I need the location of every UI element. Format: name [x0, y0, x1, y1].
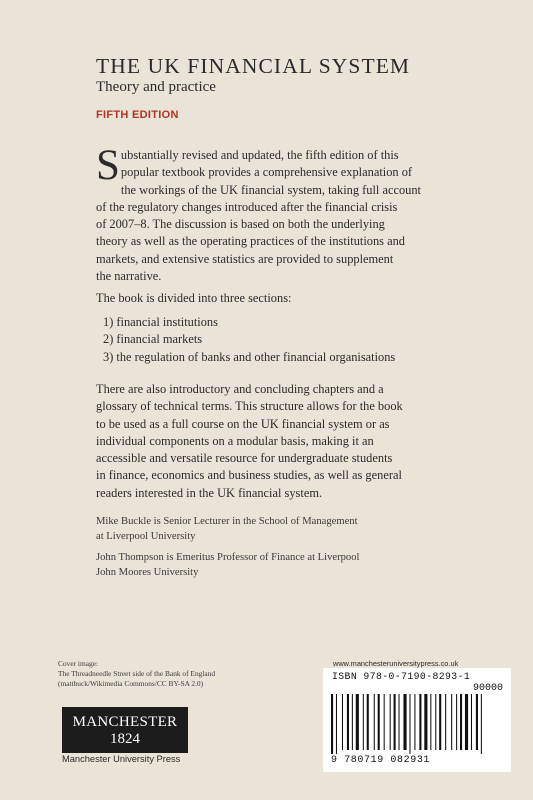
barcode-bar	[363, 694, 364, 750]
barcode-bar	[342, 694, 343, 750]
barcode-bar	[456, 694, 457, 750]
section-item: 1) financial institutions	[103, 315, 218, 329]
barcode-bar	[435, 694, 436, 750]
cover-image-credit	[58, 659, 215, 689]
drop-cap: S	[96, 142, 120, 189]
barcode-bar	[465, 694, 468, 750]
outro-line: to be used as a full course on the UK financial system or as	[96, 416, 390, 431]
intro-line: of the regulatory changes introduced after the financial crisis	[96, 199, 398, 214]
section-item: 3) the regulation of banks and other financial organisations	[103, 349, 396, 364]
barcode-bar	[378, 694, 380, 750]
barcode-bar	[460, 694, 462, 750]
barcode-bar	[419, 694, 421, 750]
barcode-bar	[356, 694, 359, 750]
cover-credit-line: (mattbuck/Wikimedia Commons/CC BY-SA 2.0)	[58, 679, 204, 688]
author-bio-line: John Thompson is Emeritus Professor of Finance at Liverpool	[96, 552, 360, 563]
intro-line: ubstantially revised and updated, the fifth edition of this	[120, 148, 399, 162]
cover-credit-line: The Threadneedle Street side of the Bank of England	[58, 669, 216, 678]
sections-list	[103, 314, 395, 366]
barcode-bar	[439, 694, 441, 750]
barcode-bar	[424, 694, 427, 750]
book-subtitle: Theory and practice	[96, 79, 216, 95]
outro-line: accessible and versatile resource for undergraduate students	[96, 451, 393, 466]
isbn-number: ISBN 978-0-7190-8293-1	[332, 671, 471, 682]
author-bio	[96, 515, 359, 544]
barcode-bar	[331, 694, 333, 754]
author-bios	[96, 515, 359, 587]
barcode-bar	[384, 694, 385, 750]
intro-line: of 2007–8. The discussion is based on both the underlying	[96, 217, 385, 232]
barcode-bar	[347, 694, 349, 750]
barcode-bar	[471, 694, 472, 750]
publisher-url: www.manchesteruniversitypress.co.uk	[333, 659, 459, 668]
logo-year: 1824	[110, 731, 140, 747]
outro-line: There are also introductory and concluding chapters and a	[96, 382, 384, 396]
outro-line: glossary of technical terms. This structure allows for the book	[96, 399, 403, 414]
sections-intro: The book is divided into three sections:	[96, 291, 292, 305]
outro-line: individual components on a modular basis, making it an	[96, 433, 374, 448]
intro-line: markets, and extensive statistics are provided to supplement	[96, 251, 394, 266]
isbn-barcode-panel	[323, 668, 511, 772]
intro-paragraph	[96, 142, 496, 285]
section-item: 2) financial markets	[103, 332, 203, 347]
outro-line: readers interested in the UK financial system.	[96, 485, 323, 500]
barcode-bar	[414, 694, 415, 750]
intro-line: theory as well as the operating practices of the institutions and	[96, 234, 405, 249]
barcode-bar	[430, 694, 431, 750]
barcode-bar	[352, 694, 353, 750]
barcode-bar	[390, 694, 391, 750]
logo-name: MANCHESTER	[72, 714, 178, 730]
intro-line: the workings of the UK financial system, taking full account	[120, 182, 421, 197]
author-bio	[96, 551, 359, 580]
intro-line: the narrative.	[96, 269, 162, 284]
barcode-digits: 9 780719 082931	[331, 755, 431, 766]
barcode-bar	[399, 694, 400, 750]
barcode-bar	[481, 694, 482, 754]
barcode-bar	[374, 694, 375, 750]
barcode-bar	[476, 694, 478, 750]
cover-credit-line: Cover image:	[58, 659, 99, 668]
barcode-bar	[367, 694, 369, 750]
publisher-name: Manchester University Press	[62, 754, 181, 764]
author-bio-line: Mike Buckle is Senior Lecturer in the School of Management	[96, 516, 358, 527]
edition-label: FIFTH EDITION	[96, 109, 179, 121]
book-title: THE UK FINANCIAL SYSTEM	[96, 54, 411, 78]
barcode-bar	[336, 694, 337, 754]
publisher-logo	[62, 707, 188, 753]
price-code: 90000	[472, 683, 503, 694]
barcode-bar	[409, 694, 410, 754]
author-bio-line: at Liverpool University	[96, 530, 196, 542]
barcode-bar	[451, 694, 452, 750]
barcode-bars	[329, 694, 505, 754]
outro-paragraph	[96, 381, 496, 502]
barcode-bar	[445, 694, 446, 750]
barcode-bar	[403, 694, 406, 750]
outro-line: in finance, economics and business studies, as well as general	[96, 468, 402, 483]
author-bio-line: John Moores University	[96, 566, 199, 578]
barcode-bar	[394, 694, 396, 750]
intro-line: popular textbook provides a comprehensive explanation of	[120, 165, 413, 180]
